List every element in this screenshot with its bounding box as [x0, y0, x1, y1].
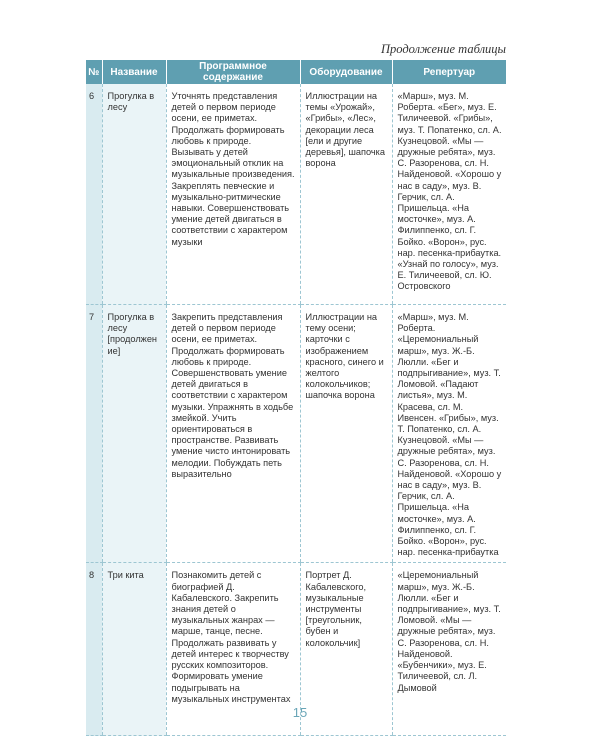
row-repertoire: «Марш», муз. М. Роберта. «Бег», муз. Е. Тиличеевой. «Грибы», муз. Т. Попатенко, сл. А. Кузнецовой. «Мы — дружные ребята», муз. С. Разоренова, сл. Н. Найденовой. «Хорошо у нас в саду», муз. В. Герчик, сл. А. Пришельца. «На мосточке», муз. А. Филиппенко, сл. Г. Бойко. «Ворон», рус. нар. песенка-прибаутка. «Узнай по голосу», муз. Е. Тиличеевой, сл. Ю. Островского [392, 84, 506, 305]
row-repertoire: «Церемониальный марш», муз. Ж.-Б. Люлли. «Бег и подпрыгивание», муз. Т. Ломовой. «Мы — дружные ребята», муз. С. Разоренова, сл. Н. Найденовой. «Бубенчики», муз. Е. Тиличеевой, сл. Л. Дымовой [392, 563, 506, 736]
row-equipment: Иллюстрации на темы «Урожай», «Грибы», «Лес», декорации леса [ели и другие деревья], шапочка ворона [300, 84, 392, 305]
row-name: Прогулка в лесу [102, 84, 166, 305]
header-number: № [86, 60, 102, 84]
table-row [86, 84, 506, 305]
table-row [86, 305, 506, 563]
table-header-row [86, 60, 506, 84]
row-name: Три кита [102, 563, 166, 736]
header-content: Программное содержание [166, 60, 300, 84]
row-number: 7 [86, 305, 102, 563]
row-content: Уточнять представления детей о первом периоде осени, ее приметах. Продолжать формировать любовь к природе. Вызывать у детей эмоциональный отклик на музыкальные произведения. Закреплять певческие и музыкально-ритмические навыки. Совершенствовать умение детей двигаться в соответствии с характером музыки [166, 84, 300, 305]
header-repertoire: Репертуар [392, 60, 506, 84]
row-number: 6 [86, 84, 102, 305]
row-equipment: Портрет Д. Кабалевского, музыкальные инструменты [треугольник, бубен и колокольчик] [300, 563, 392, 736]
page-number: 15 [292, 705, 308, 720]
program-table [86, 60, 506, 736]
row-content: Познакомить детей с биографией Д. Кабалевского. Закрепить знания детей о музыкальных жанрах — марше, танце, песне. Продолжать развивать у детей интерес к творчеству русских композиторов. Формировать умение подыгрывать на музыкальных инструментах [166, 563, 300, 736]
row-name: Прогулка в лесу [продолжение] [102, 305, 166, 563]
row-content: Закрепить представления детей о первом периоде осени, ее приметах. Продолжать формировать любовь к природе. Совершенствовать умение детей двигаться в соответствии с характером музыки. Упражнять в ходьбе змейкой. Учить ориентироваться в пространстве. Развивать умение чисто интонировать мелодии. Побуждать петь выразительно [166, 305, 300, 563]
header-name: Название [102, 60, 166, 84]
row-equipment: Иллюстрации на тему осени; карточки с изображением красного, синего и желтого колокольчиков; шапочка ворона [300, 305, 392, 563]
header-equipment: Оборудование [300, 60, 392, 84]
row-number: 8 [86, 563, 102, 736]
table-caption: Продолжение таблицы [380, 42, 506, 56]
row-repertoire: «Марш», муз. М. Роберта. «Церемониальный марш», муз. Ж.-Б. Люлли. «Бег и подпрыгивание», муз. Т. Ломовой. «Падают листья», муз. М. Красева, сл. М. Ивенсен. «Грибы», муз. Т. Попатенко, сл. А. Кузнецовой. «Мы — дружные ребята», муз. С. Разоренова, сл. Н. Найденовой. «Хорошо у нас в саду», муз. В. Герчик, сл. А. Пришельца. «На мосточке», муз. А. Филиппенко, сл. Г. Бойко. «Ворон», рус. нар. песенка-прибаутка [392, 305, 506, 563]
